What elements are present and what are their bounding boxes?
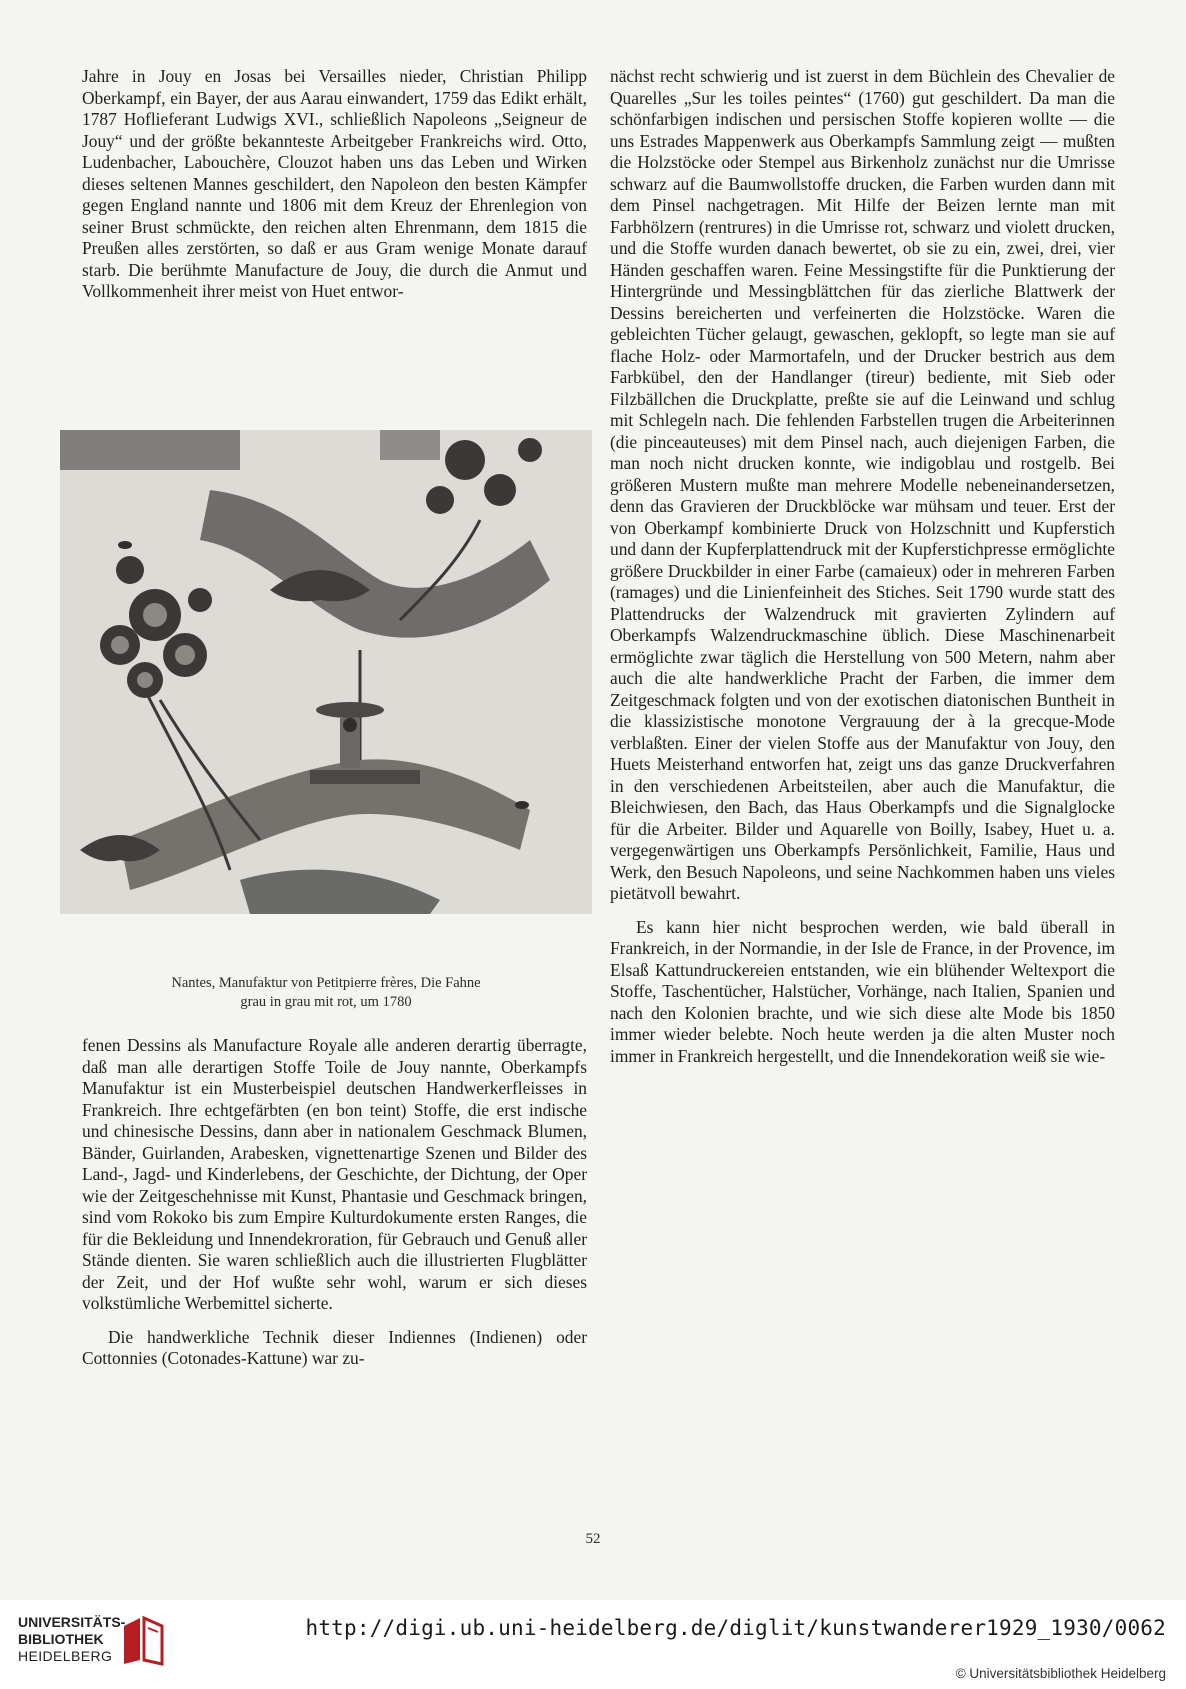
article-column-right	[610, 66, 1115, 1067]
paragraph: nächst recht schwierig und ist zuerst in dem Büchlein des Chevalier de Quarelles „Sur les toiles peintes“ (1760) gut geschildert. Da man die schönfarbigen indischen und persischen Stoffe kopieren wollte — die uns Estrades Mappenwerk aus Oberkampfs Sammlung zeigt — mußten die Holzstöcke oder Stempel aus Birkenholz zunächst nur die Umrisse schwarz auf die Baumwollstoffe drucken, die Farben wurden dann mit dem Pinsel nachgetragen. Mit Hilfe der Beizen lernte man mit Farbhölzern (rentrures) in die Umrisse rot, schwarz und violett drucken, und die Stoffe wurden danach bewertet, ob sie zu ein, zwei, drei, vier Händen geschaffen waren. Feine Messingstifte für die Punktierung der Hintergründe und Messingblättchen für das zierliche Blattwerk der Dessins bereicherten und verfeinerten die Holzstöcke. Waren die gebleichten Tücher gelaugt, gewaschen, geklopft, so legte man sie auf flache Holz- oder Marmortafeln, und der Drucker bestrich aus dem Farbkübel, den der Handlanger (tireur) bediente, mit Sieb oder Filzbällchen die Druckplatte, preßte sie auf die Leinwand und schlug mit Schlegeln nach. Die fehlenden Farbstellen trugen die Arbeiterinnen (die pinceauteuses) mit dem Pinsel nach, auch diejenigen Farben, die man noch nicht drucken konnte, wie indigoblau und rostgelb. Bei größeren Mustern mußte man mehrere Modelle nebeneinandersetzen, denn das Gravieren der Druckblöcke war mühsam und teuer. Erst der von Oberkampf kombinierte Druck von Holzschnitt und Kupferstich und dann der Kupferplattendruck mit der Kupferstichpresse ermöglichte größere Druckbilder in einer Farbe (camaieux) oder in mehreren Farben (ramages) und die Linienfeinheit des Stiches. Seit 1790 wurde statt des Plattendrucks der Walzendruck mit gravierten Zylindern auf Oberkampfs Walzendruckmaschine üblich. Diese Maschinenarbeit ermöglichte zwar täglich die Herstellung von 500 Metern, nahm aber auch die alte handwerkliche Pracht der Farben, die immer dem Zeitgeschmack folgten und von der exotischen diatonischen Buntheit in die klassizistische monotone Vergrauung der à la grecque-Mode verblaßten. Einer der vielen Stoffe aus der Manufaktur von Jouy, den Huets Meisterhand entworfen hat, zeigt uns das ganze Druckverfahren in den verschiedenen Arbeitsteilen, aber auch die Manufaktur, die Bleichwiesen, den Bach, das Haus Oberkampfs und die Signalglocke für die Arbeiter. Bilder und Aquarelle von Boilly, Isabey, Huet u. a. vergegenwärtigen uns Oberkampfs Persönlichkeit, Familie, Haus und Werk, den Besuch Napoleons, und seine Nachkommen haben uns vieles pietätvoll bewahrt.	[610, 66, 1115, 903]
logo-line: UNIVERSITÄTS-	[18, 1614, 126, 1630]
figure-caption	[60, 974, 592, 1012]
page-number: 52	[585, 1531, 601, 1547]
paragraph: Die handwerkliche Technik dieser Indiennes (Indienen) oder Cottonnies (Cotonades-Kattune) war zu-	[82, 1326, 587, 1368]
article-column-left-top	[82, 66, 587, 303]
library-footer	[0, 1600, 1186, 1689]
library-logo-icon[interactable]	[120, 1612, 166, 1666]
library-logo-text[interactable]	[18, 1614, 124, 1665]
paragraph: Es kann hier nicht besprochen werden, wie bald überall in Frankreich, in der Normandie, in der Isle de France, in der Provence, im Elsaß Kattundruckereien entstanden, wie ein blühender Weltexport die Stoffe, Taschentücher, Halstücher, Vorhänge, nach Italien, Spanien und nach den Kolonien brachte, und wie sich diese alte Mode bis 1850 immer wieder belebte. Noch heute werden ja die alten Muster noch immer in Frankreich hergestellt, und die Innendekoration weiß sie wie-	[610, 916, 1115, 1066]
caption-line: grau in grau mit rot, um 1780	[240, 994, 412, 1010]
logo-line: HEIDELBERG	[18, 1648, 113, 1664]
logo-line: BIBLIOTHEK	[18, 1631, 104, 1647]
paragraph: Jahre in Jouy en Josas bei Versailles nieder, Christian Philipp Oberkampf, ein Bayer, der aus Aarau einwandert, 1759 das Edikt erhält, 1787 Hoflieferant Ludwigs XVI., schließlich Napoleons „Seigneur de Jouy“ und der größte bekannteste Arbeitgeber Frankreichs wird. Otto, Ludenbacher, Labouchère, Clouzot haben uns das Leben und Wirken dieses seltenen Mannes geschildert, den Napoleon den besten Kämpfer gegen England nannte und 1806 mit dem Kreuz der Ehrenlegion von seiner Brust schmückte, den reichen alten Ehrenmann, dem 1815 die Preußen alles zerstörten, so daß er aus Gram wenige Monate darauf starb. Die berühmte Manufacture de Jouy, die durch die Anmut und Vollkommenheit ihrer meist von Huet entwor-	[82, 66, 587, 301]
toile-fabric-illustration	[60, 430, 592, 914]
article-column-left-bottom	[82, 1035, 587, 1370]
paragraph: fenen Dessins als Manufacture Royale alle anderen derartig überragte, daß man alle derartigen Stoffe Toile de Jouy nannte, Oberkampfs Manufaktur ist ein Musterbeispiel deutschen Handwerkerfleisses in Frankreich. Ihre echtgefärbten (en bon teint) Stoffe, die erst indische und chinesische Dessins, dann aber in nationalem Geschmack Blumen, Bänder, Guirlanden, Arabesken, vignettenartige Szenen und Bilder des Land-, Jagd- und Kinderlebens, der Geschichte, der Dichtung, der Oper wie der Zeitgeschehnisse mit Kunst, Phantasie und Geschmack bringen, sind vom Rokoko bis zum Empire Kulturdokumente ersten Ranges, die für die Bekleidung und Innendekroration, für Gebrauch und Genuß aller Stände dienten. Sie waren schließlich auch die illustrierten Flugblätter der Zeit, und der Hof wußte sehr wohl, warum er sich dieses volkstümliche Werbemittel sicherte.	[82, 1035, 587, 1313]
permalink-url[interactable]: http://digi.ub.uni-heidelberg.de/diglit/kunstwanderer1929_1930/0062	[305, 1616, 1166, 1640]
caption-line: Nantes, Manufaktur von Petitpierre frères, Die Fahne	[171, 975, 481, 991]
copyright-notice: © Universitätsbibliothek Heidelberg	[955, 1666, 1166, 1681]
